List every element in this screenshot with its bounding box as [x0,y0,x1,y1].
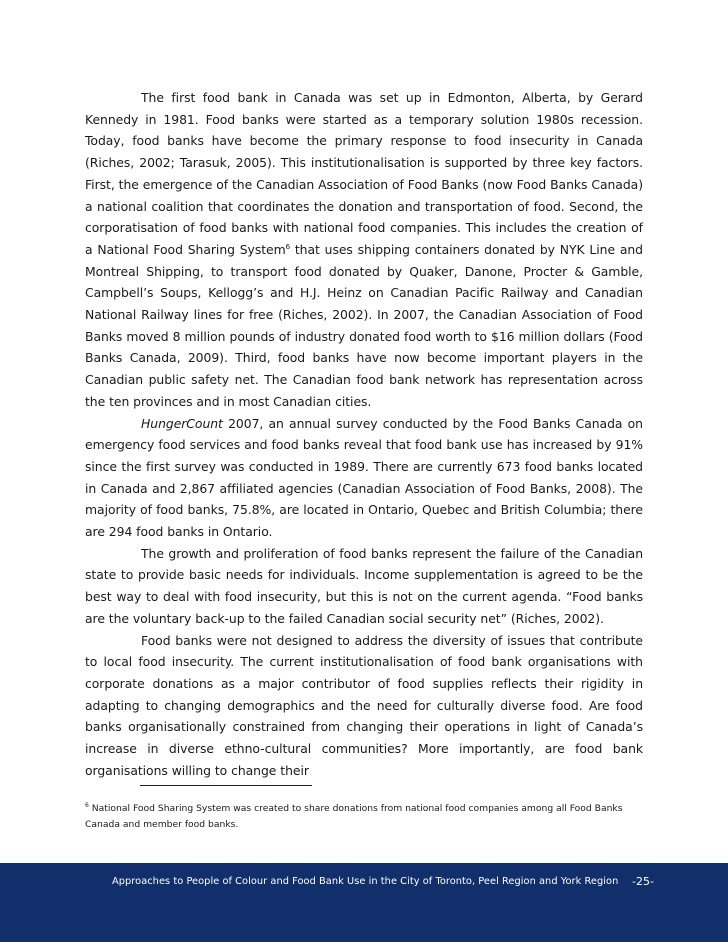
footnote-text: National Food Sharing System was created to share donations from national food companies among all Food Banks Canada and member food banks. [85,803,623,830]
paragraph-1 [85,87,643,413]
footer-title: Approaches to People of Colour and Food Bank Use in the City of Toronto, Peel Region and York Region [112,876,619,887]
footnote-reference[interactable]: 6 [285,242,291,251]
page-footer [0,863,728,942]
footnote-separator [140,785,312,786]
paragraph-2 [85,413,643,543]
page-number: -25- [632,875,654,888]
body-text [85,87,643,782]
footnote [85,801,645,832]
footnote-number: 6 [85,801,89,809]
paragraph-1-text-continued: that uses shipping containers donated by NYK Line and Montreal Shipping, to transport food donated by Quaker, Danone, Procter & Gamble, Campbell’s Soups, Kellogg’s and H.J. Heinz on Canadian Pacific Railway and Canadian National Railway lines for free (Riches, 2002). In 2007, the Canadian Association of Food Banks moved 8 million pounds of industry donated food worth to $16 million dollars (Food Banks Canada, 2009). Third, food banks have now become important players in the Canadian public safety net. The Canadian food bank network has representation across the ten provinces and in most Canadian cities. [85,241,643,409]
paragraph-4: Food banks were not designed to address the diversity of issues that contribute to local food insecurity. The current institutionalisation of food bank organisations with corporate donations as a major contributor of food supplies reflects their rigidity in adapting to changing demographics and the need for culturally diverse food. Are food banks organisationally constrained from changing their operations in light of Canada’s increase in diverse ethno-cultural communities? More importantly, are food bank organisations willing to change their [85,632,643,778]
paragraph-3: The growth and proliferation of food banks represent the failure of the Canadian state to provide basic needs for individuals. Income supplementation is agreed to be the best way to deal with food insecurity, but this is not on the current agenda. “Food banks are the voluntary back-up to the failed Canadian social security net” (Riches, 2002). [85,545,643,626]
survey-title: HungerCount [141,415,223,431]
paragraph-1-text: The first food bank in Canada was set up in Edmonton, Alberta, by Gerard Kennedy in 1981. Food banks were started as a temporary solution 1980s recession. Today, food banks have become the primary response to food insecurity in Canada (Riches, 2002; Tarasuk, 2005). This institutionalisation is supported by three key factors. First, the emergence of the Canadian Association of Food Banks (now Food Banks Canada) a national coalition that coordinates the donation and transportation of food. Second, the corporatisation of food banks with national food companies. This includes the creation of a National Food Sharing System [85,90,643,257]
paragraph-2-text: 2007, an annual survey conducted by the Food Banks Canada on emergency food services and food banks reveal that food bank use has increased by 91% since the first survey was conducted in 1989. There are currently 673 food banks located in Canada and 2,867 affiliated agencies (Canadian Association of Food Banks, 2008). The majority of food banks, 75.8%, are located in Ontario, Quebec and British Columbia; there are 294 food banks in Ontario. [85,415,643,540]
